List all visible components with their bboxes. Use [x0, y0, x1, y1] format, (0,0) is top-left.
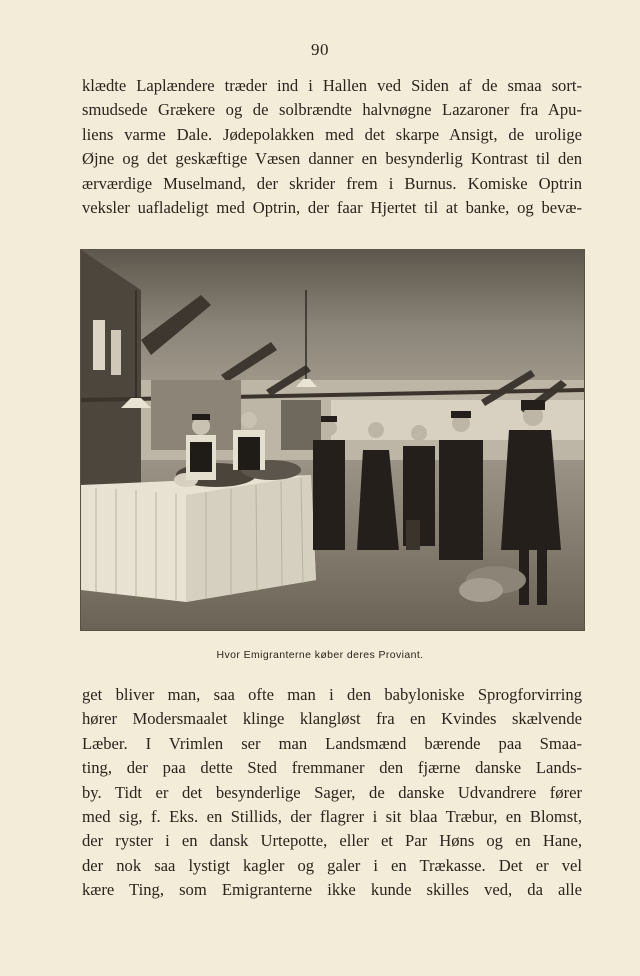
text-line: ærværdige Muselmand, der skrider frem i Burnus. Komiske Optrin: [82, 173, 582, 193]
figure-caption: Hvor Emigranterne køber deres Proviant.: [216, 649, 424, 661]
text-line: klædte Laplændere træder ind i Hallen ved Siden af de smaa sort-: [82, 76, 582, 95]
body-text-bottom: [82, 683, 582, 903]
text-line: get bliver man, saa ofte man i den babyloniske Sprogforvirring: [82, 685, 582, 704]
text-line: veksler uafladeligt med Optrin, der faar Hjertet til at banke, og bevæ-: [82, 198, 582, 218]
text-line: ting, der paa dette Sted fremmaner den fjærne danske Lands-: [82, 758, 582, 778]
text-line: kære Ting, som Emigranterne ikke kunde skilles ved, da alle: [82, 880, 582, 900]
text-line: der nok saa lystigt kagler og galer i en Trækasse. Det er vel: [82, 855, 582, 875]
page-number: 90: [311, 40, 329, 59]
text-line: der ryster i en dansk Urtepotte, eller et Par Høns og en Hane,: [82, 831, 582, 851]
text-line: hører Modersmaalet klinge klangløst fra en Kvindes skælvende: [82, 709, 582, 729]
text-line: liens varme Dale. Jødepolakken med det skarpe Ansigt, de urolige: [82, 124, 582, 144]
photograph: [80, 249, 585, 631]
text-line: by. Tidt er det besynderlige Sager, de danske Udvandrere fører: [82, 782, 582, 802]
text-line: smudsede Grækere og de solbrændte halvnøgne Lazaroner fra Apu-: [82, 100, 582, 120]
body-text-top: [82, 74, 582, 220]
text-line: Øjne og det geskæftige Væsen danner en besynderlig Kontrast til den: [82, 149, 582, 169]
text-line: Læber. I Vrimlen ser man Landsmænd bærende paa Smaa-: [82, 733, 582, 753]
text-line: med sig, f. Eks. en Stillids, der flagrer i sit blaa Træbur, en Blomst,: [82, 807, 582, 827]
